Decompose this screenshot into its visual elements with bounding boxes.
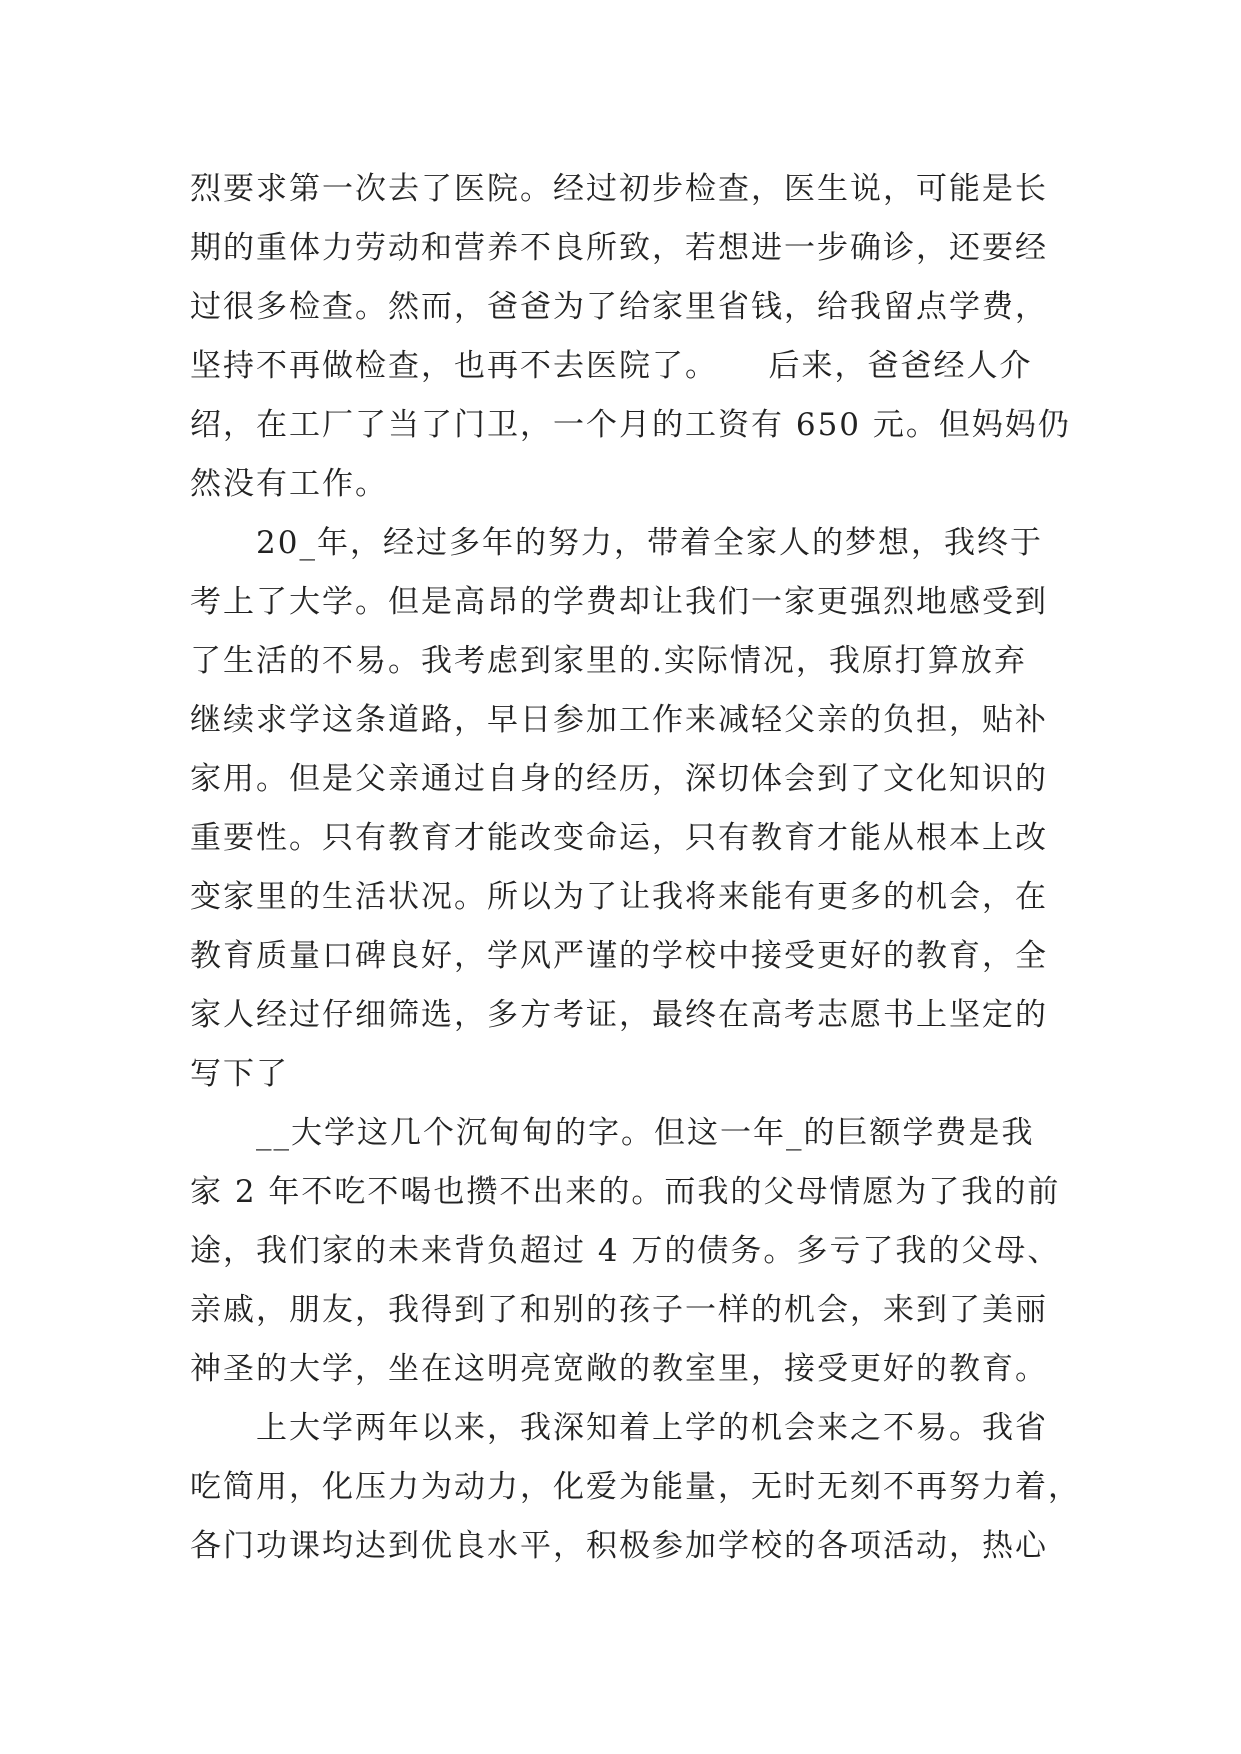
text-line: 变家里的生活状况。所以为了让我将来能有更多的机会，在 bbox=[190, 879, 1048, 915]
text-line: 写下了 bbox=[190, 1056, 289, 1092]
text-line: 家 2 年不吃不喝也攒不出来的。而我的父母情愿为了我的前 bbox=[190, 1174, 1061, 1210]
text-line: 上大学两年以来，我深知着上学的机会来之不易。我省 bbox=[190, 1410, 1048, 1446]
text-line: 家用。但是父亲通过自身的经历，深切体会到了文化知识的 bbox=[190, 761, 1048, 797]
text-line: 吃简用，化压力为动力，化爱为能量，无时无刻不再努力着， bbox=[190, 1469, 1081, 1505]
text-line: 途，我们家的未来背负超过 4 万的债务。多亏了我的父母、 bbox=[190, 1233, 1061, 1269]
text-line: 重要性。只有教育才能改变命运，只有教育才能从根本上改 bbox=[190, 820, 1048, 856]
text-line: 神圣的大学，坐在这明亮宽敞的教室里，接受更好的教育。 bbox=[190, 1351, 1048, 1387]
text-line: __大学这几个沉甸甸的字。但这一年_的巨额学费是我 bbox=[190, 1115, 1035, 1151]
text-line: 继续求学这条道路，早日参加工作来减轻父亲的负担，贴补 bbox=[190, 702, 1048, 738]
text-line: 绍，在工厂了当了门卫，一个月的工资有 650 元。但妈妈仍 bbox=[190, 407, 1071, 443]
text-line: 过很多检查。然而，爸爸为了给家里省钱，给我留点学费， bbox=[190, 289, 1048, 325]
text-line: 了生活的不易。我考虑到家里的.实际情况，我原打算放弃 bbox=[190, 643, 1027, 679]
text-line: 教育质量口碑良好，学风严谨的学校中接受更好的教育，全 bbox=[190, 938, 1048, 974]
text-line: 各门功课均达到优良水平，积极参加学校的各项活动，热心 bbox=[190, 1528, 1048, 1564]
text-line: 考上了大学。但是高昂的学费却让我们一家更强烈地感受到 bbox=[190, 584, 1048, 620]
text-line: 期的重体力劳动和营养不良所致，若想进一步确诊，还要经 bbox=[190, 230, 1048, 266]
text-line: 20_年，经过多年的努力，带着全家人的梦想，我终于 bbox=[190, 525, 1043, 561]
text-line: 坚持不再做检查，也再不去医院了。 后来，爸爸经人介 bbox=[190, 348, 1033, 384]
document-body-text bbox=[190, 160, 1090, 1576]
text-line: 然没有工作。 bbox=[190, 466, 388, 502]
text-line: 家人经过仔细筛选，多方考证，最终在高考志愿书上坚定的 bbox=[190, 997, 1048, 1033]
text-line: 亲戚，朋友，我得到了和别的孩子一样的机会，来到了美丽 bbox=[190, 1292, 1048, 1328]
text-line: 烈要求第一次去了医院。经过初步检查，医生说，可能是长 bbox=[190, 171, 1048, 207]
